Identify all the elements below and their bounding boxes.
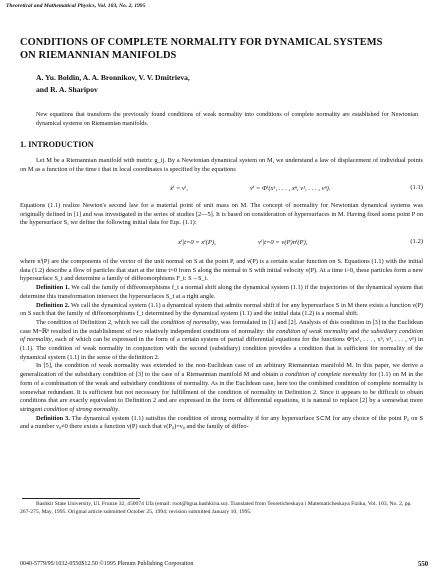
term-subsidiary-condition: the subsidiary condition of normality (20, 327, 423, 344)
authors-line-1: A. Yu. Boldin, A. A. Bronnikov, V. V. Dmitrieva, (36, 73, 190, 82)
definition-1-text: We call the family of diffeomorphisms f_t a normal shift along the dynamical system (1.1) if the trajectories of the dynamical system that determine this transformation intersect the hypersurfaces S_t at a right angle. (20, 284, 423, 300)
term-weak-normality: the condition of weak normality (266, 327, 349, 335)
equation-1-1-lhs: ẋⁱ = vⁱ, (170, 185, 188, 192)
text-run: . (118, 405, 120, 413)
abstract: New equations that transform the previously found conditions of weak normality into conditions of complete normality are established for Newtonian dynamical systems on Riemannian manifolds. (36, 112, 418, 127)
intro-paragraph-block (20, 157, 423, 174)
definition-2 (20, 302, 423, 319)
author-list (36, 72, 416, 96)
title-line-1: CONDITIONS OF COMPLETE NORMALITY FOR DYNAMICAL SYSTEMS (20, 37, 383, 48)
equation-1-1 (20, 184, 423, 196)
equation-1-1-rhs: v̇ⁱ = Φⁱ(x¹, . . . , xⁿ, v¹, . . . , vⁿ). (250, 185, 331, 192)
definition-1 (20, 284, 423, 301)
section-title: INTRODUCTION (28, 140, 94, 149)
equation-1-2-rhs: vⁱ|t=0 = ν(P)nⁱ(P), (258, 239, 308, 246)
text-run: In [5], the condition of weak normality was extended to the non-Euclidean case of an arbitrary Riemannian manifold M. In this paper, we derive a generalization of the subsidiary condition of [3] to the case of a Riemannian manifold M and obtain (20, 362, 423, 379)
paragraph-complete-normality (20, 362, 423, 414)
equation-1-1-number: (1.1) (410, 184, 423, 191)
paragraph-weak-normality (20, 319, 423, 363)
text-run: , each of which can be expressed in the form of a certain system of partial differential equations for the functions Φⁱ(x¹, . . . , xⁿ, v¹, . . . , vⁿ) in (1.1). The condition of weak normality in conjunction with the second (subsidiary) condition provides a condition that is sufficient for normality of the dynamical system (1.1) in the sense of the definition 2. (20, 336, 423, 361)
definition-3-label: Definition 3. (36, 414, 70, 422)
term-condition-of-normality: condition of normality (160, 318, 218, 326)
paragraph-after-eq1-block (20, 202, 423, 228)
term-complete-normality: a condition of complete normality (280, 371, 368, 379)
equation-1-2 (20, 238, 423, 250)
authors-line-2: and R. A. Sharipov (36, 85, 98, 94)
text-run: for (1.1) on M in the form of a combination of the weak and subsidiary conditions of normality. As in the Euclidean case, here too the combined condition of complete normality is somewhat redundant. It is sufficient but not necessary for fulfillment of the condition of normality in Definition 2. Since it appears to be difficult to obtain conditions that are exactly equivalent to Definition 2 and are expressed in the form of differential equations, it is natural to replace [2] by a somewhat more stringent (20, 371, 423, 413)
text-run: and (348, 327, 362, 335)
definition-3 (20, 415, 423, 432)
intro-paragraph: Let M be a Riemannian manifold with metric g_ij. By a Newtonian dynamical system on M, we understand a law of displacement of individual points on M as a function of the time t that in local coordinates is specified by the equations (20, 157, 423, 173)
equation-1-2-number: (1.2) (410, 238, 423, 245)
title-line-2: ON RIEMANNIAN MANIFOLDS (20, 49, 177, 61)
equation-1-2-lhs: xⁱ|t=0 = xⁱ(P), (178, 239, 216, 246)
footnote-divider (22, 498, 140, 499)
term-strong-normality: condition of strong normality (43, 405, 119, 413)
footnote: Bashkir State University, Ul. Frunze 32, 450074 Ufa (email: root@bgua.bashkiria.su). Translated from Teoreticheskaya i Matematicheskaya Fizika, Vol. 103, No. 2, pp. 267-275, May, 1995. Original article submitted October 25, 1994; revision submitted January 10, 1995. (20, 501, 412, 515)
paragraph-after-eq2: where nⁱ(P) are the components of the vector of the unit normal on S at the point P, and ν(P) is a certain scalar function on S. Equations (1.1) with the initial data (1.2) describe a flow of particles that start at the time t=0 from S along the normal to S with initial velocity ν(P). At a time t>0, these particles form a new hypersurface S_t and determine a family of diffeomorphisms F_t: S→S_t. (20, 258, 423, 283)
page-number: 550 (418, 561, 429, 568)
definition-2-text: We call the dynamical system (1.1) a dynamical system that admits normal shift if for any hypersurface S in M there exists a function ν(P) on S such that the family of diffeomorphisms f_t determined by the dynamical system (1.1) and the initial data (1.2) is a normal shift. (20, 301, 423, 318)
article-title (20, 37, 420, 62)
running-head: Theoretical and Mathematical Physics, Vol. 103, No. 2, 1995 (6, 3, 146, 9)
paragraph-after-eq1: Equations (1.1) realize Newton's second law for a material point of unit mass on M. The concept of normality for Newtonian dynamical systems was originally defined in [1] and was investigated in the series of studies [2—5]. It is based on consideration of hypersurfaces in M. Having fixed some point P on the hypersurface S, we define the following initial data for Eqs. (1.1): (20, 202, 423, 227)
text-run: The condition of Definition 2, which we call the (36, 318, 161, 326)
main-body (20, 258, 423, 432)
definition-1-label: Definition 1. (36, 284, 70, 292)
text-run: , was formulated in [1] and [2]. Analysis of this condition in [3] in the Euclidean case M=ℝⁿ resulted in the establishment of two relatively independent conditions of normality: (20, 318, 423, 335)
footer-copyright-code: 0040-5779/95/1032-0550$12.50 ©1995 Plenum Publishing Corporation (20, 561, 194, 567)
definition-2-label: Definition 2. (36, 301, 70, 309)
section-number: 1. (20, 140, 27, 149)
section-heading (20, 140, 94, 149)
definition-3-text: The dynamical system (1.1) satisfies the condition of strong normality if for any hypersurface S⊂M for any choice of the point P₀ on S and a number ν₀≠0 there exists a function ν(P) such that ν(P₀)=ν₀ and the family of diffeo- (20, 414, 423, 431)
